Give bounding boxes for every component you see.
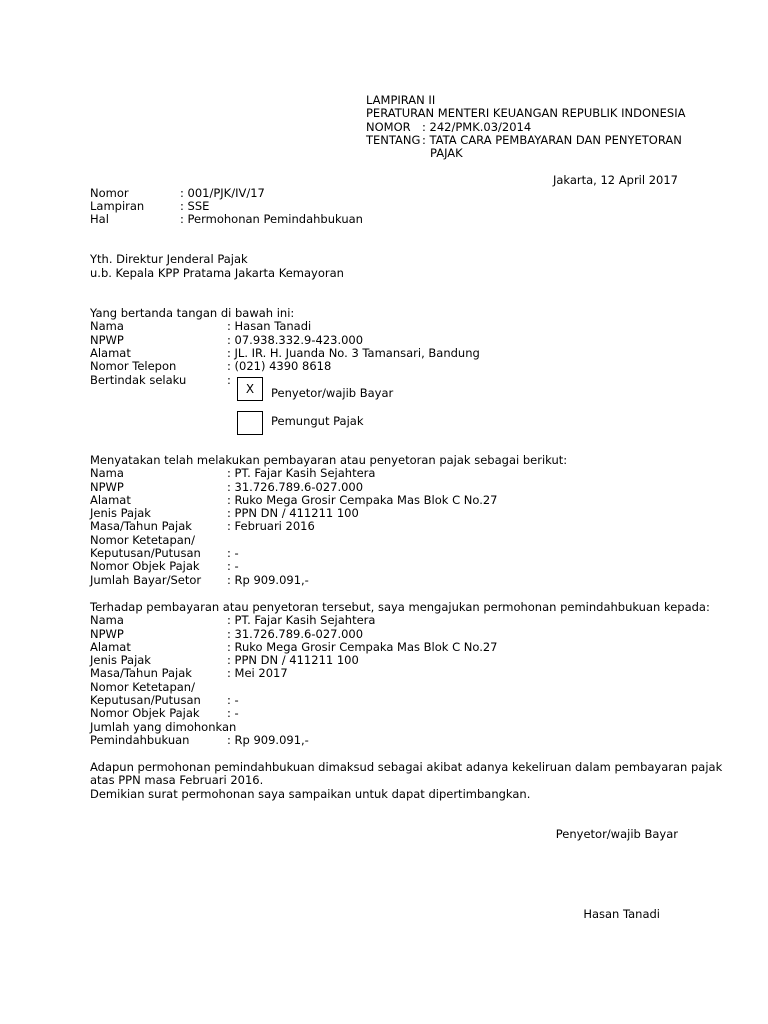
regulation-title: PERATURAN MENTERI KEUANGAN REPUBLIK INDONESIA: [366, 106, 686, 120]
payment-intro: Menyatakan telah melakukan pembayaran atau penyetoran pajak sebagai berikut:: [90, 453, 568, 467]
meta-value: : Permohonan Pemindahbukuan: [180, 212, 363, 226]
signature-role: Penyetor/wajib Bayar: [555, 827, 678, 841]
place-date: Jakarta, 12 April 2017: [552, 173, 678, 187]
field-value: : Februari 2016: [227, 519, 315, 533]
signer-intro: Yang bertanda tangan di bawah ini:: [90, 306, 295, 320]
regulation-number-value: : 242/PMK.03/2014: [422, 120, 532, 134]
meta-label: Lampiran: [90, 199, 145, 213]
regulation-subject-label: TENTANG: [366, 133, 421, 147]
signature-name: Hasan Tanadi: [583, 907, 660, 921]
transfer-intro: Terhadap pembayaran atau penyetoran tersebut, saya mengajukan permohonan pemindahbukuan kepada:: [90, 600, 710, 614]
field-label: Nomor Ketetapan/: [90, 533, 195, 547]
field-value: : -: [227, 559, 239, 573]
closing-line-1: Adapun permohonan pemindahbukuan dimaksud sebagai akibat adanya kekeliruan dalam pembayaran pajak: [90, 760, 723, 774]
field-label: Nomor Telepon: [90, 359, 177, 373]
field-label: NPWP: [90, 333, 124, 347]
field-value: : 07.938.332.9-423.000: [227, 333, 364, 347]
field-label: Bertindak selaku: [90, 373, 187, 387]
role-label-pemungut: Pemungut Pajak: [271, 414, 364, 428]
field-label: Jenis Pajak: [90, 506, 151, 520]
field-label: Nama: [90, 319, 124, 333]
field-label: Pemindahbukuan: [90, 733, 190, 747]
meta-label: Hal: [90, 212, 109, 226]
field-label: Jumlah Bayar/Setor: [90, 573, 202, 587]
recipient-line-1: Yth. Direktur Jenderal Pajak: [90, 252, 248, 266]
field-value: : PPN DN / 411211 100: [227, 506, 359, 520]
regulation-subject-value: : TATA CARA PEMBAYARAN DAN PENYETORAN: [422, 133, 682, 147]
field-value: : Ruko Mega Grosir Cempaka Mas Blok C No.27: [227, 640, 498, 654]
meta-value: : SSE: [180, 199, 210, 213]
field-label: Nomor Objek Pajak: [90, 706, 200, 720]
meta-value: : 001/PJK/IV/17: [180, 186, 265, 200]
field-value: : 31.726.789.6-027.000: [227, 627, 364, 641]
field-label: Alamat: [90, 346, 131, 360]
closing-line-2: atas PPN masa Februari 2016.: [90, 773, 264, 787]
field-label: Masa/Tahun Pajak: [90, 519, 192, 533]
field-value: : JL. IR. H. Juanda No. 3 Tamansari, Bandung: [227, 346, 480, 360]
field-value: :: [227, 373, 231, 387]
role-checkbox-pemungut[interactable]: [237, 411, 263, 435]
field-label: Nama: [90, 466, 124, 480]
regulation-subject-value-cont: PAJAK: [430, 146, 463, 160]
field-value: : Rp 909.091,-: [227, 573, 309, 587]
field-label: Nomor Objek Pajak: [90, 559, 200, 573]
field-label: Jenis Pajak: [90, 653, 151, 667]
regulation-number-label: NOMOR: [366, 120, 411, 134]
field-value: : PT. Fajar Kasih Sejahtera: [227, 466, 376, 480]
field-label: NPWP: [90, 627, 124, 641]
field-label: Jumlah yang dimohonkan: [90, 720, 237, 734]
field-label: Masa/Tahun Pajak: [90, 666, 192, 680]
lampiran-title: LAMPIRAN II: [366, 93, 436, 107]
field-value: : PT. Fajar Kasih Sejahtera: [227, 613, 376, 627]
field-value: : -: [227, 693, 239, 707]
field-value: : Mei 2017: [227, 666, 288, 680]
field-label: Alamat: [90, 493, 131, 507]
field-label: Alamat: [90, 640, 131, 654]
field-value: : -: [227, 706, 239, 720]
field-value: : PPN DN / 411211 100: [227, 653, 359, 667]
meta-label: Nomor: [90, 186, 129, 200]
field-value: : Ruko Mega Grosir Cempaka Mas Blok C No.27: [227, 493, 498, 507]
field-value: : Rp 909.091,-: [227, 733, 309, 747]
field-value: : (021) 4390 8618: [227, 359, 332, 373]
field-value: : 31.726.789.6-027.000: [227, 480, 364, 494]
role-checkbox-penyetor[interactable]: X: [237, 377, 263, 401]
recipient-line-2: u.b. Kepala KPP Pratama Jakarta Kemayoran: [90, 266, 344, 280]
field-value: : -: [227, 546, 239, 560]
field-label: Keputusan/Putusan: [90, 693, 201, 707]
closing-line-3: Demikian surat permohonan saya sampaikan untuk dapat dipertimbangkan.: [90, 787, 531, 801]
field-label: NPWP: [90, 480, 124, 494]
field-label: Keputusan/Putusan: [90, 546, 201, 560]
field-label: Nomor Ketetapan/: [90, 680, 195, 694]
field-label: Nama: [90, 613, 124, 627]
field-value: : Hasan Tanadi: [227, 319, 312, 333]
role-label-penyetor: Penyetor/wajib Bayar: [271, 386, 394, 400]
